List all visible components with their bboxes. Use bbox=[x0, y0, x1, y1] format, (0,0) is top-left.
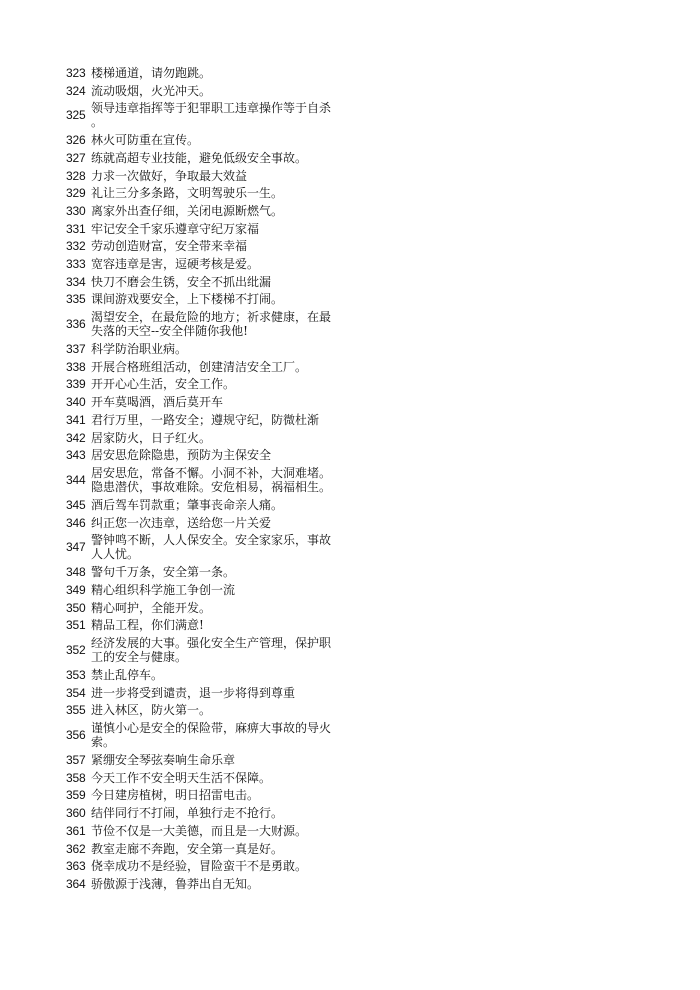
item-number: 337 bbox=[66, 342, 86, 357]
item-text: 居安思危除隐患，预防为主保安全 bbox=[91, 448, 272, 463]
item-text: 开车莫喝酒，酒后莫开车 bbox=[91, 395, 224, 410]
list-item bbox=[66, 131, 346, 149]
item-text: 经济发展的大事。强化安全生产管理，保护职 工的安全与健康。 bbox=[91, 635, 332, 665]
list-item bbox=[66, 393, 346, 411]
list-item bbox=[66, 308, 346, 340]
item-number: 336 bbox=[66, 317, 86, 332]
item-number: 346 bbox=[66, 515, 86, 530]
item-number: 364 bbox=[66, 876, 86, 891]
item-number: 334 bbox=[66, 274, 86, 289]
item-number: 345 bbox=[66, 497, 86, 512]
list-item bbox=[66, 804, 346, 822]
list-item bbox=[66, 202, 346, 220]
list-item bbox=[66, 563, 346, 581]
item-number: 352 bbox=[66, 643, 86, 658]
item-number: 327 bbox=[66, 150, 86, 165]
item-number: 341 bbox=[66, 412, 86, 427]
list-item bbox=[66, 464, 346, 496]
item-text: 居安思危，常备不懈。小洞不补，大洞难堵。 隐患潜伏，事故难除。安危相易，祸福相生。 bbox=[91, 465, 332, 495]
item-text: 开展合格班组活动，创建清洁安全工厂。 bbox=[91, 359, 308, 374]
list-item bbox=[66, 531, 346, 563]
item-number: 344 bbox=[66, 473, 86, 488]
item-number: 362 bbox=[66, 841, 86, 856]
list-item bbox=[66, 666, 346, 684]
item-number: 325 bbox=[66, 108, 86, 123]
item-number: 330 bbox=[66, 203, 86, 218]
list-item bbox=[66, 719, 346, 751]
item-number: 342 bbox=[66, 430, 86, 445]
list-item bbox=[66, 496, 346, 514]
item-text: 纠正您一次违章，送给您一片关爱 bbox=[91, 515, 272, 530]
item-text: 君行万里，一路安全；遵规守纪，防微杜渐 bbox=[91, 412, 320, 427]
item-number: 332 bbox=[66, 239, 86, 254]
list-item bbox=[66, 581, 346, 599]
item-text: 科学防治职业病。 bbox=[91, 342, 188, 357]
item-text: 今天工作不安全明天生活不保障。 bbox=[91, 770, 272, 785]
item-text: 练就高超专业技能，避免低级安全事故。 bbox=[91, 150, 308, 165]
item-number: 323 bbox=[66, 65, 86, 80]
item-number: 324 bbox=[66, 83, 86, 98]
item-text: 课间游戏要安全，上下楼梯不打闹。 bbox=[91, 292, 284, 307]
item-text: 禁止乱停车。 bbox=[91, 668, 164, 683]
item-text: 今日建房植树，明日招雷电击。 bbox=[91, 788, 260, 803]
item-number: 338 bbox=[66, 359, 86, 374]
list-item bbox=[66, 787, 346, 805]
item-text: 楼梯通道，请勿跑跳。 bbox=[91, 65, 212, 80]
item-text: 节俭不仅是一大美德，而且是一大财源。 bbox=[91, 823, 308, 838]
list-item bbox=[66, 291, 346, 309]
item-text: 紧绷安全琴弦奏响生命乐章 bbox=[91, 753, 236, 768]
item-text: 离家外出查仔细，关闭电源断燃气。 bbox=[91, 203, 284, 218]
item-text: 侥幸成功不是经验，冒险蛮干不是勇敢。 bbox=[91, 859, 308, 874]
item-number: 328 bbox=[66, 168, 86, 183]
list-item bbox=[66, 167, 346, 185]
item-text: 进一步将受到谴责，退一步将得到尊重 bbox=[91, 685, 296, 700]
item-text: 警钟鸣不断，人人保安全。安全家家乐，事故 人人忧。 bbox=[91, 533, 332, 562]
item-number: 358 bbox=[66, 770, 86, 785]
item-text: 骄傲源于浅薄，鲁莽出自无知。 bbox=[91, 876, 260, 891]
list-item bbox=[66, 514, 346, 532]
item-text: 开开心心生活，安全工作。 bbox=[91, 377, 236, 392]
item-text: 酒后驾车罚款重；肇事丧命亲人痛。 bbox=[91, 497, 284, 512]
item-number: 351 bbox=[66, 618, 86, 633]
item-number: 348 bbox=[66, 565, 86, 580]
item-number: 347 bbox=[66, 540, 86, 555]
item-number: 340 bbox=[66, 395, 86, 410]
item-text: 快刀不磨会生锈，安全不抓出纰漏 bbox=[91, 274, 272, 289]
item-number: 355 bbox=[66, 703, 86, 718]
list-item bbox=[66, 875, 346, 893]
list-item bbox=[66, 840, 346, 858]
item-number: 350 bbox=[66, 600, 86, 615]
item-number: 363 bbox=[66, 859, 86, 874]
list-item bbox=[66, 617, 346, 635]
item-text: 宽容违章是害，逗硬考核是爱。 bbox=[91, 257, 260, 272]
item-number: 329 bbox=[66, 186, 86, 201]
item-number: 357 bbox=[66, 753, 86, 768]
item-text: 谨慎小心是安全的保险带，麻痹大事故的导火 索。 bbox=[91, 721, 332, 750]
list-item bbox=[66, 599, 346, 617]
list-item bbox=[66, 376, 346, 394]
item-number: 353 bbox=[66, 668, 86, 683]
item-number: 335 bbox=[66, 292, 86, 307]
item-number: 326 bbox=[66, 133, 86, 148]
list-item bbox=[66, 684, 346, 702]
item-text: 流动吸烟，火光冲天。 bbox=[91, 83, 212, 98]
item-text: 居家防火，日子红火。 bbox=[91, 430, 212, 445]
list-item bbox=[66, 149, 346, 167]
item-number: 360 bbox=[66, 806, 86, 821]
item-text: 结伴同行不打闹，单独行走不抢行。 bbox=[91, 806, 284, 821]
item-number: 356 bbox=[66, 728, 86, 743]
list-item bbox=[66, 255, 346, 273]
item-number: 349 bbox=[66, 582, 86, 597]
item-number: 354 bbox=[66, 685, 86, 700]
list-item bbox=[66, 340, 346, 358]
item-number: 359 bbox=[66, 788, 86, 803]
item-text: 渴望安全，在最危险的地方；祈求健康，在最 失落的天空--安全伴随你我他! bbox=[91, 310, 332, 339]
list-item bbox=[66, 184, 346, 202]
item-text: 牢记安全千家乐遵章守纪万家福 bbox=[91, 221, 260, 236]
item-text: 教室走廊不奔跑，安全第一真是好。 bbox=[91, 841, 284, 856]
item-text: 礼让三分多条路，文明驾驶乐一生。 bbox=[91, 186, 284, 201]
list-item bbox=[66, 82, 346, 100]
list-item bbox=[66, 358, 346, 376]
item-text: 精心呵护，全能开发。 bbox=[91, 600, 212, 615]
list-item bbox=[66, 220, 346, 238]
list-item bbox=[66, 822, 346, 840]
item-text: 力求一次做好，争取最大效益 bbox=[91, 168, 248, 183]
item-number: 333 bbox=[66, 257, 86, 272]
list-item bbox=[66, 238, 346, 256]
item-text: 警句千万条，安全第一条。 bbox=[91, 565, 236, 580]
item-text: 林火可防重在宣传。 bbox=[91, 133, 200, 148]
item-text: 劳动创造财富，安全带来幸福 bbox=[91, 239, 248, 254]
list-item bbox=[66, 446, 346, 464]
list-item bbox=[66, 99, 346, 131]
list-item bbox=[66, 751, 346, 769]
document-page bbox=[66, 64, 346, 893]
item-text: 进入林区，防火第一。 bbox=[91, 703, 212, 718]
item-text: 领导违章指挥等于犯罪职工违章操作等于自杀 。 bbox=[91, 101, 332, 130]
list-item bbox=[66, 429, 346, 447]
item-number: 343 bbox=[66, 448, 86, 463]
item-text: 精品工程，你们满意! bbox=[91, 618, 204, 633]
list-item bbox=[66, 857, 346, 875]
list-item bbox=[66, 769, 346, 787]
list-item bbox=[66, 411, 346, 429]
list-item bbox=[66, 702, 346, 720]
list-item bbox=[66, 273, 346, 291]
item-number: 361 bbox=[66, 823, 86, 838]
item-number: 331 bbox=[66, 221, 86, 236]
list-item bbox=[66, 634, 346, 666]
item-number: 339 bbox=[66, 377, 86, 392]
item-text: 精心组织科学施工争创一流 bbox=[91, 582, 236, 597]
list-item bbox=[66, 64, 346, 82]
